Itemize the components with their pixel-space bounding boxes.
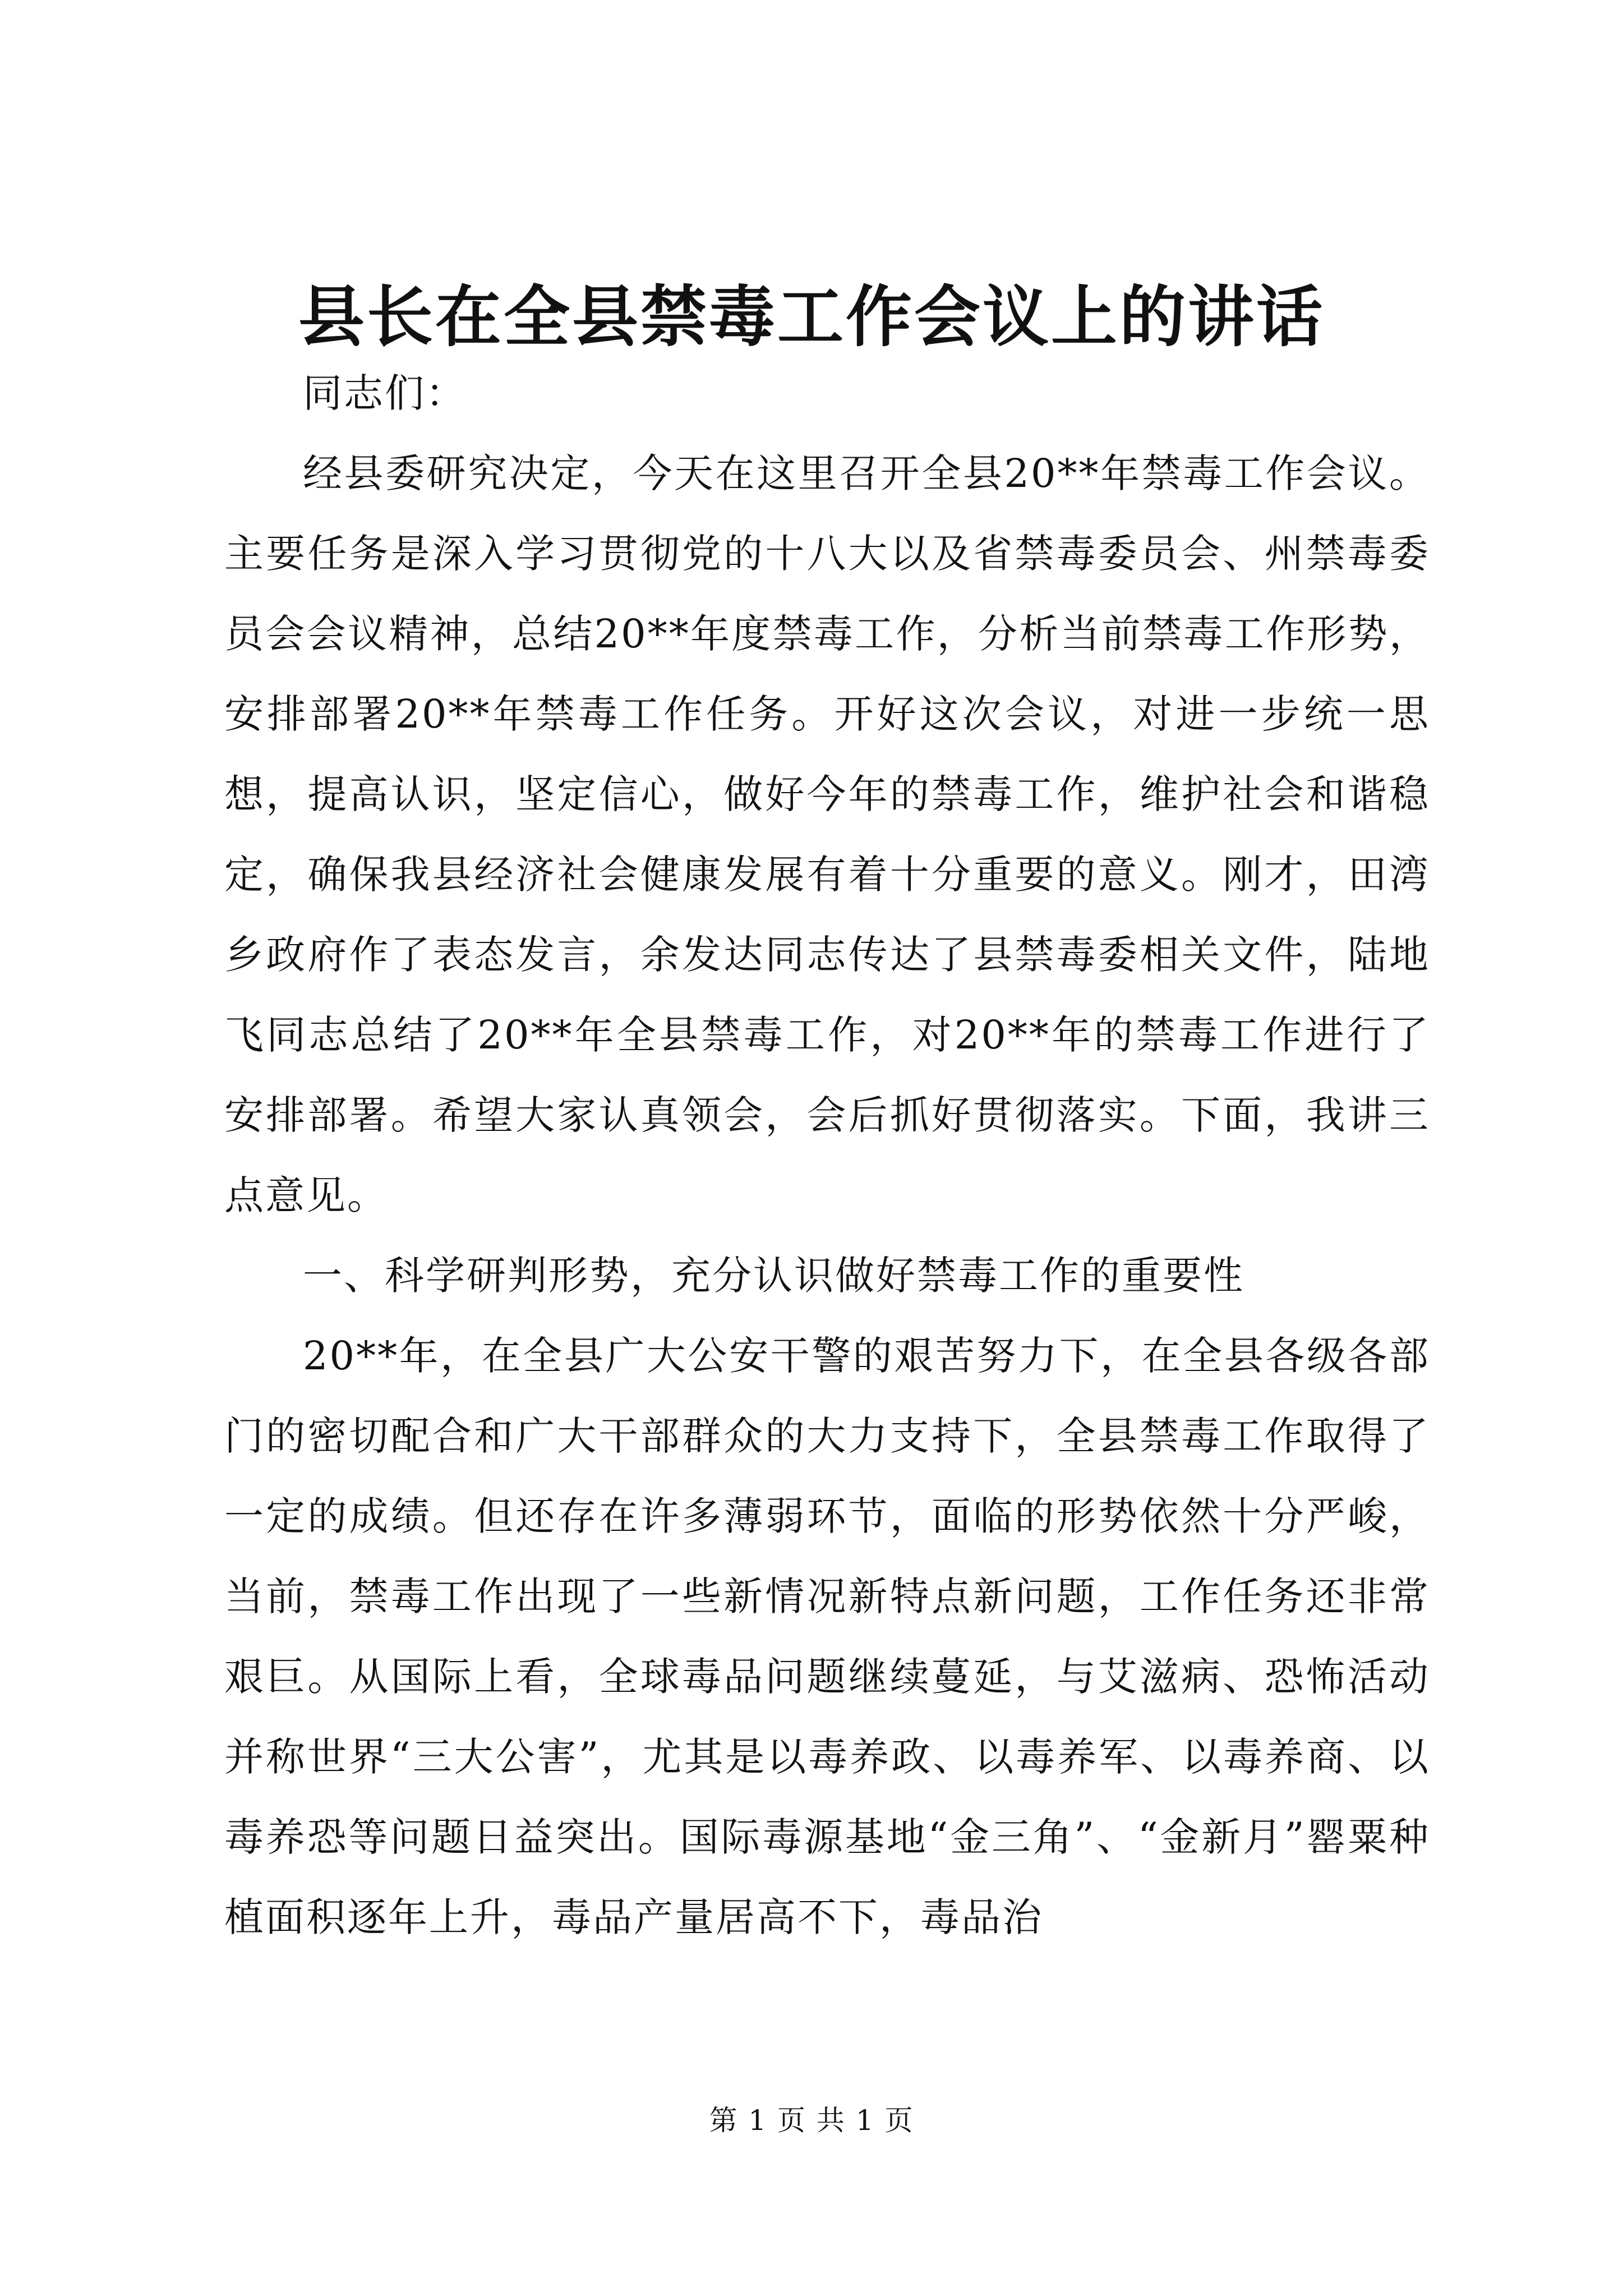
section-heading-one: 一、科学研判形势，充分认识做好禁毒工作的重要性 bbox=[303, 1253, 1244, 1299]
paragraph-situation: 20**年，在全县广大公安干警的艰苦努力下，在全县各级各部门的密切配合和广大干部群众的大力支持下，全县禁毒工作取得了一定的成绩。但还存在许多薄弱环节，面临的形势依然十分严峻，当前，禁毒工作出现了一些新情况新特点新问题，工作任务还非常艰巨。从国际上看，全球毒品问题继续蔓延，与艾滋病、恐怖活动并称世界“三大公害”，尤其是以毒养政、以毒养军、以毒养商、以毒养恐等问题日益突出。国际毒源基地“金三角”、“金新月”罂粟种植面积逐年上升，毒品产量居高不下，毒品治 bbox=[224, 1333, 1430, 1940]
salutation: 同志们： bbox=[303, 370, 467, 416]
document-body bbox=[224, 353, 1430, 1958]
paragraph-opening: 经县委研究决定，今天在这里召开全县20**年禁毒工作会议。主要任务是深入学习贯彻党的十八大以及省禁毒委员会、州禁毒委员会会议精神，总结20**年度禁毒工作，分析当前禁毒工作形势，安排部署20**年禁毒工作任务。开好这次会议，对进一步统一思想，提高认识，坚定信心，做好今年的禁毒工作，维护社会和谐稳定，确保我县经济社会健康发展有着十分重要的意义。刚才，田湾乡政府作了表态发言，余发达同志传达了县禁毒委相关文件，陆地飞同志总结了20**年全县禁毒工作，对20**年的禁毒工作进行了安排部署。希望大家认真领会，会后抓好贯彻落实。下面，我讲三点意见。 bbox=[224, 450, 1430, 1218]
page-number-footer: 第 1 页 共 1 页 bbox=[709, 2104, 914, 2137]
document-title: 县长在全县禁毒工作会议上的讲话 bbox=[298, 278, 1325, 356]
